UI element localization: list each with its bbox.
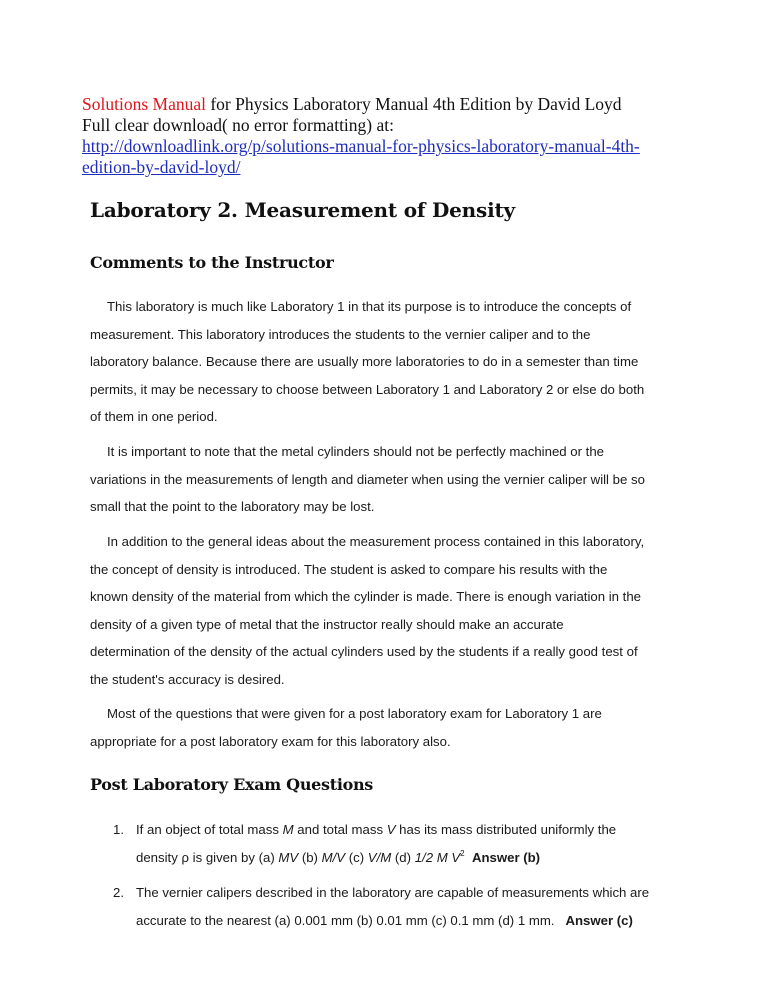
paragraph-line: In addition to the general ideas about the measurement process contained in this laboratory, bbox=[107, 534, 645, 549]
paragraph-2 bbox=[90, 438, 686, 521]
lab-title: Laboratory 2. Measurement of Density bbox=[90, 198, 515, 222]
q1-text: density bbox=[136, 850, 182, 865]
download-header bbox=[82, 94, 702, 178]
q1-text: (d) bbox=[391, 850, 415, 865]
paragraph-line: of them in one period. bbox=[90, 409, 218, 424]
paragraph-line: laboratory balance. Because there are usually more laboratories to do in a semester than time bbox=[90, 354, 639, 369]
paragraph-line: measurement. This laboratory introduces the students to the vernier caliper and to the bbox=[90, 326, 591, 342]
paragraph-line: the student's accuracy is desired. bbox=[90, 671, 285, 687]
header-title-line bbox=[82, 94, 702, 115]
comments-heading: Comments to the Instructor bbox=[90, 253, 334, 272]
q2-answer: Answer (c) bbox=[565, 913, 633, 928]
paragraph-line: permits, it may be necessary to choose between Laboratory 1 and Laboratory 2 or else do both bbox=[90, 381, 645, 397]
q1-volume-symbol: V bbox=[386, 822, 396, 837]
paragraph-line: appropriate for a post laboratory exam for this laboratory also. bbox=[90, 733, 451, 749]
q1-option-b: M/V bbox=[321, 850, 346, 865]
q1-text: If an object of total mass bbox=[136, 822, 283, 837]
q1-text: (b) bbox=[298, 850, 322, 865]
q1-option-d: 1/2 M V bbox=[414, 850, 461, 865]
paragraph-line: Most of the questions that were given for a post laboratory exam for Laboratory 1 are bbox=[107, 706, 602, 721]
q1-text: is given by (a) bbox=[188, 850, 279, 865]
question-1-number: 1. bbox=[113, 822, 124, 837]
question-1-line1 bbox=[136, 820, 616, 840]
download-link[interactable] bbox=[82, 136, 702, 178]
question-2-number: 2. bbox=[113, 885, 124, 900]
q1-text: (c) bbox=[345, 850, 368, 865]
book-title: for Physics Laboratory Manual 4th Edition by David Loyd bbox=[205, 94, 622, 114]
paragraph-line: This laboratory is much like Laboratory 1 in that its purpose is to introduce the concepts of bbox=[107, 299, 632, 314]
question-1-line2 bbox=[136, 848, 540, 868]
download-link-line1[interactable]: http://downloadlink.org/p/solutions-manual-for-physics-laboratory-manual-4th- bbox=[82, 136, 640, 156]
download-link-line2[interactable]: edition-by-david-loyd/ bbox=[82, 157, 241, 177]
q1-answer: Answer (b) bbox=[471, 850, 541, 865]
question-2-line2 bbox=[136, 911, 633, 931]
download-text: Full clear download( no error formatting) at: bbox=[82, 115, 394, 135]
paragraph-line: known density of the material from which the cylinder is made. There is enough variation in the bbox=[90, 589, 641, 604]
q1-option-a: MV bbox=[278, 850, 299, 865]
q1-text: has its mass distributed uniformly the bbox=[395, 822, 617, 837]
q1-rho-symbol: ρ bbox=[181, 850, 189, 865]
paragraph-line: small that the point to the laboratory may be lost. bbox=[90, 499, 375, 514]
solutions-manual-label: Solutions Manual bbox=[82, 94, 206, 114]
q1-option-d-exponent: 2 bbox=[460, 849, 465, 858]
paragraph-line: the concept of density is introduced. The student is asked to compare his results with the bbox=[90, 561, 608, 577]
paragraph-3 bbox=[90, 528, 686, 693]
q1-text: and total mass bbox=[293, 822, 387, 837]
q1-mass-symbol: M bbox=[282, 822, 294, 837]
paragraph-line: determination of the density of the actual cylinders used by the students if a really good test of bbox=[90, 644, 638, 659]
paragraph-line: variations in the measurements of length and diameter when using the vernier caliper will be so bbox=[90, 471, 645, 487]
paragraph-line: It is important to note that the metal cylinders should not be perfectly machined or the bbox=[107, 444, 604, 459]
q2-text: accurate to the nearest (a) 0.001 mm (b) 0.01 mm (c) 0.1 mm (d) 1 mm. bbox=[136, 913, 555, 928]
post-lab-heading: Post Laboratory Exam Questions bbox=[90, 775, 374, 794]
q1-option-c: V/M bbox=[367, 850, 392, 865]
paragraph-line: density of a given type of metal that the instructor really should make an accurate bbox=[90, 616, 564, 632]
paragraph-4 bbox=[90, 700, 686, 755]
paragraph-1 bbox=[90, 293, 686, 431]
question-2-line1: The vernier calipers described in the laboratory are capable of measurements which are bbox=[136, 885, 650, 900]
